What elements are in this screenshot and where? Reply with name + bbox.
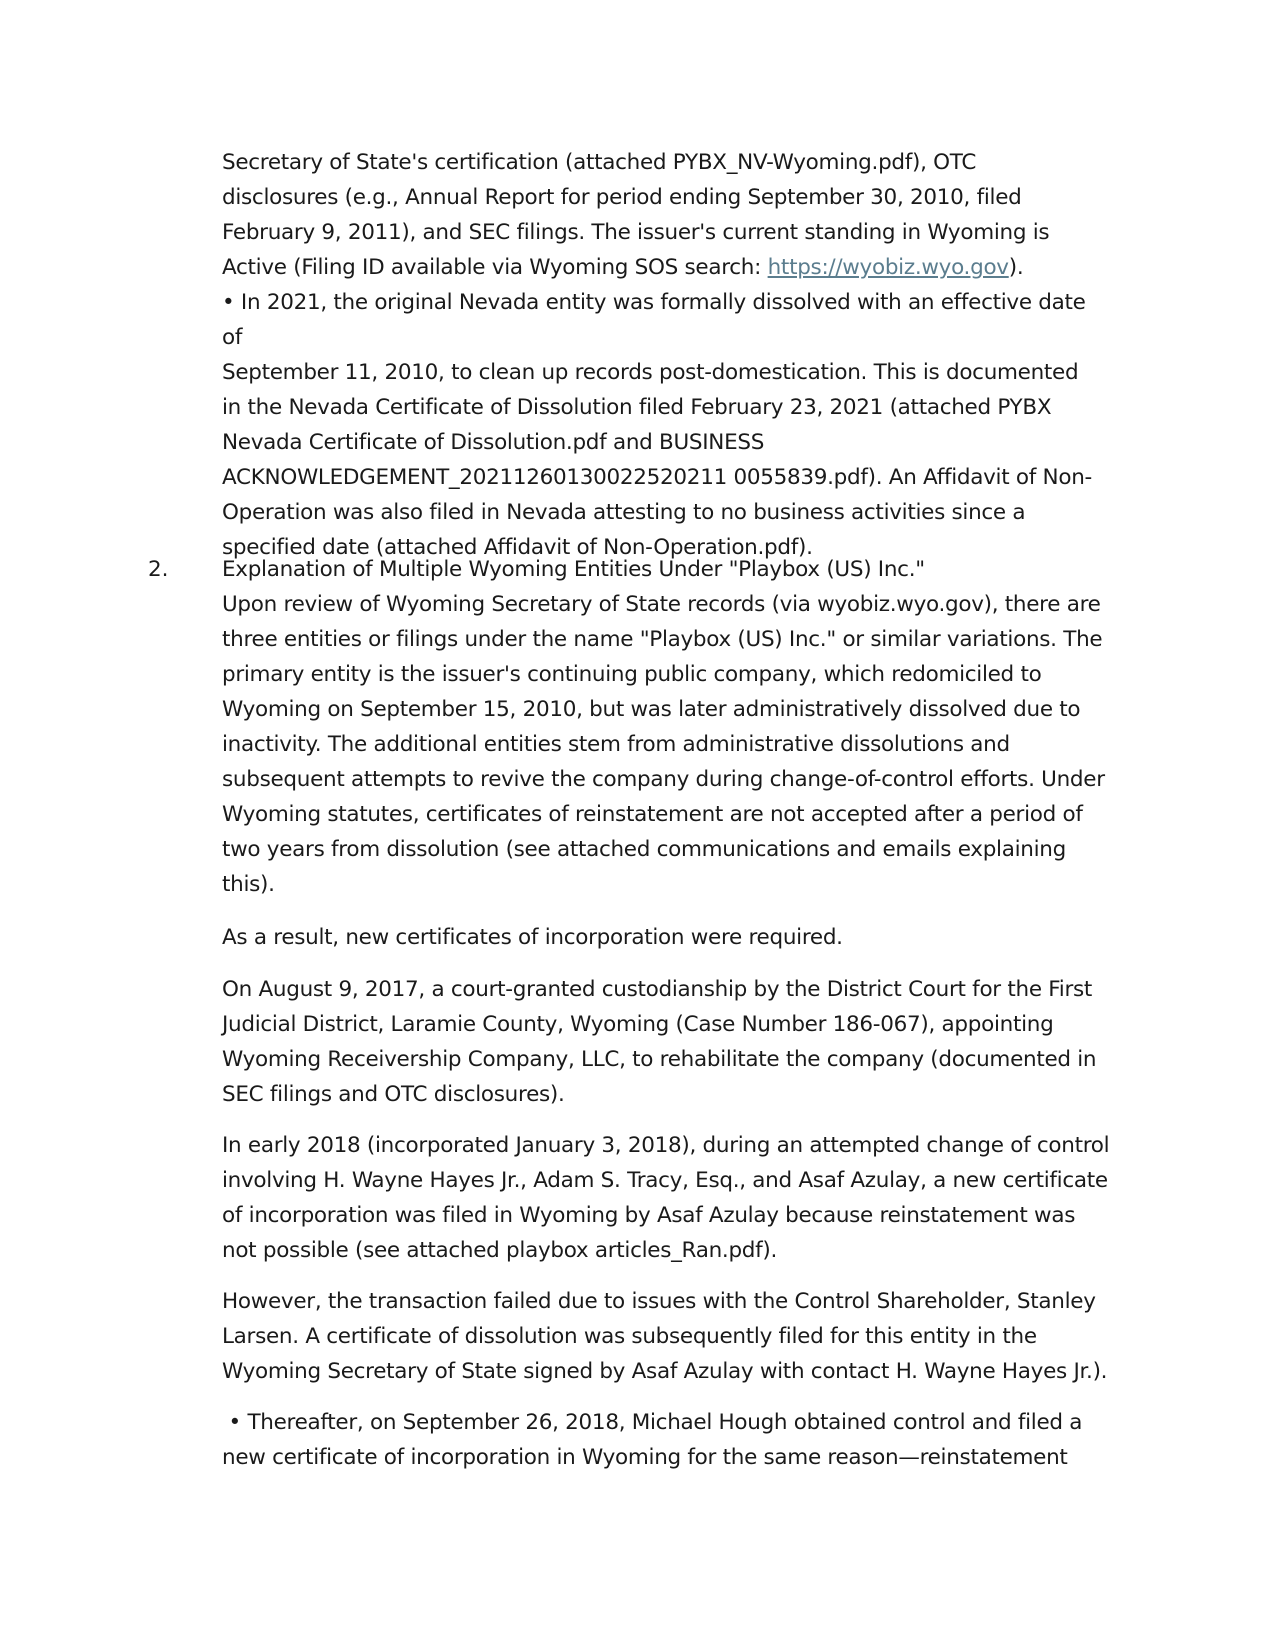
text-line: Wyoming statutes, certificates of reinstatement are not accepted after a period of: [222, 802, 1083, 827]
text-line: Operation was also filed in Nevada attesting to no business activities since a: [222, 500, 1026, 525]
text-line: disclosures (e.g., Annual Report for period ending September 30, 2010, filed: [222, 185, 1022, 210]
paragraph-custodianship: [222, 972, 1112, 1112]
text-span: Active (Filing ID available via Wyoming SOS search:: [222, 255, 768, 280]
text-line: this).: [222, 872, 275, 897]
text-line: In early 2018 (incorporated January 3, 2018), during an attempted change of control: [222, 1133, 1110, 1158]
text-line: new certificate of incorporation in Wyoming for the same reason—reinstatement: [222, 1445, 1068, 1470]
text-line: primary entity is the issuer's continuing public company, which redomiciled to: [222, 662, 1042, 687]
text-line: September 11, 2010, to clean up records post-domestication. This is documented: [222, 360, 1079, 385]
text-line: involving H. Wayne Hayes Jr., Adam S. Tracy, Esq., and Asaf Azulay, a new certificate: [222, 1168, 1108, 1193]
text-line: specified date (attached Affidavit of Non-Operation.pdf).: [222, 535, 813, 560]
paragraph-result: [222, 920, 1112, 955]
text-line: three entities or filings under the name "Playbox (US) Inc." or similar variations. The: [222, 627, 1103, 652]
wyobiz-link[interactable]: https://wyobiz.wyo.gov: [767, 255, 1009, 280]
text-line: However, the transaction failed due to issues with the Control Shareholder, Stanley: [222, 1289, 1096, 1314]
text-line: Wyoming Secretary of State signed by Asaf Azulay with contact H. Wayne Hayes Jr.).: [222, 1359, 1108, 1384]
bullet-line: • In 2021, the original Nevada entity was formally dissolved with an effective date of: [222, 290, 1086, 350]
continuation-block: [222, 145, 1112, 565]
text-line: Upon review of Wyoming Secretary of State records (via wyobiz.wyo.gov), there are: [222, 592, 1101, 617]
text-line: Wyoming on September 15, 2010, but was later administratively dissolved due to: [222, 697, 1081, 722]
text-line: [222, 250, 1112, 285]
list-number: 2.: [148, 557, 169, 582]
paragraph-transaction-failed: [222, 1284, 1112, 1389]
text-line: not possible (see attached playbox articles_Ran.pdf).: [222, 1238, 778, 1263]
text-line: SEC filings and OTC disclosures).: [222, 1082, 565, 1107]
section-heading: Explanation of Multiple Wyoming Entities Under "Playbox (US) Inc.": [222, 557, 925, 582]
text-line: Larsen. A certificate of dissolution was subsequently filed for this entity in the: [222, 1324, 1037, 1349]
text-line: inactivity. The additional entities stem from administrative dissolutions and: [222, 732, 1010, 757]
paragraph-early-2018: [222, 1128, 1112, 1268]
text-line: February 9, 2011), and SEC filings. The issuer's current standing in Wyoming is: [222, 220, 1050, 245]
text-span: ).: [1008, 255, 1024, 280]
text-line: As a result, new certificates of incorporation were required.: [222, 925, 843, 950]
text-line: two years from dissolution (see attached communications and emails explaining: [222, 837, 1066, 862]
bullet-line: • Thereafter, on September 26, 2018, Michael Hough obtained control and filed a: [222, 1410, 1083, 1435]
bullet-michael-hough: [222, 1405, 1112, 1475]
text-line: of incorporation was filed in Wyoming by Asaf Azulay because reinstatement was: [222, 1203, 1076, 1228]
text-line: Wyoming Receivership Company, LLC, to rehabilitate the company (documented in: [222, 1047, 1097, 1072]
text-line: Judicial District, Laramie County, Wyoming (Case Number 186-067), appointing: [222, 1012, 1054, 1037]
text-line: On August 9, 2017, a court-granted custodianship by the District Court for the First: [222, 977, 1093, 1002]
text-line: ACKNOWLEDGEMENT_20211260130022520211 0055839.pdf). An Affidavit of Non-: [222, 465, 1092, 490]
item2-section: [222, 552, 1112, 902]
text-line: Secretary of State's certification (attached PYBX_NV-Wyoming.pdf), OTC: [222, 150, 977, 175]
text-line: subsequent attempts to revive the company during change-of-control efforts. Under: [222, 767, 1105, 792]
text-line: Nevada Certificate of Dissolution.pdf and BUSINESS: [222, 430, 765, 455]
text-line: in the Nevada Certificate of Dissolution filed February 23, 2021 (attached PYBX: [222, 395, 1052, 420]
